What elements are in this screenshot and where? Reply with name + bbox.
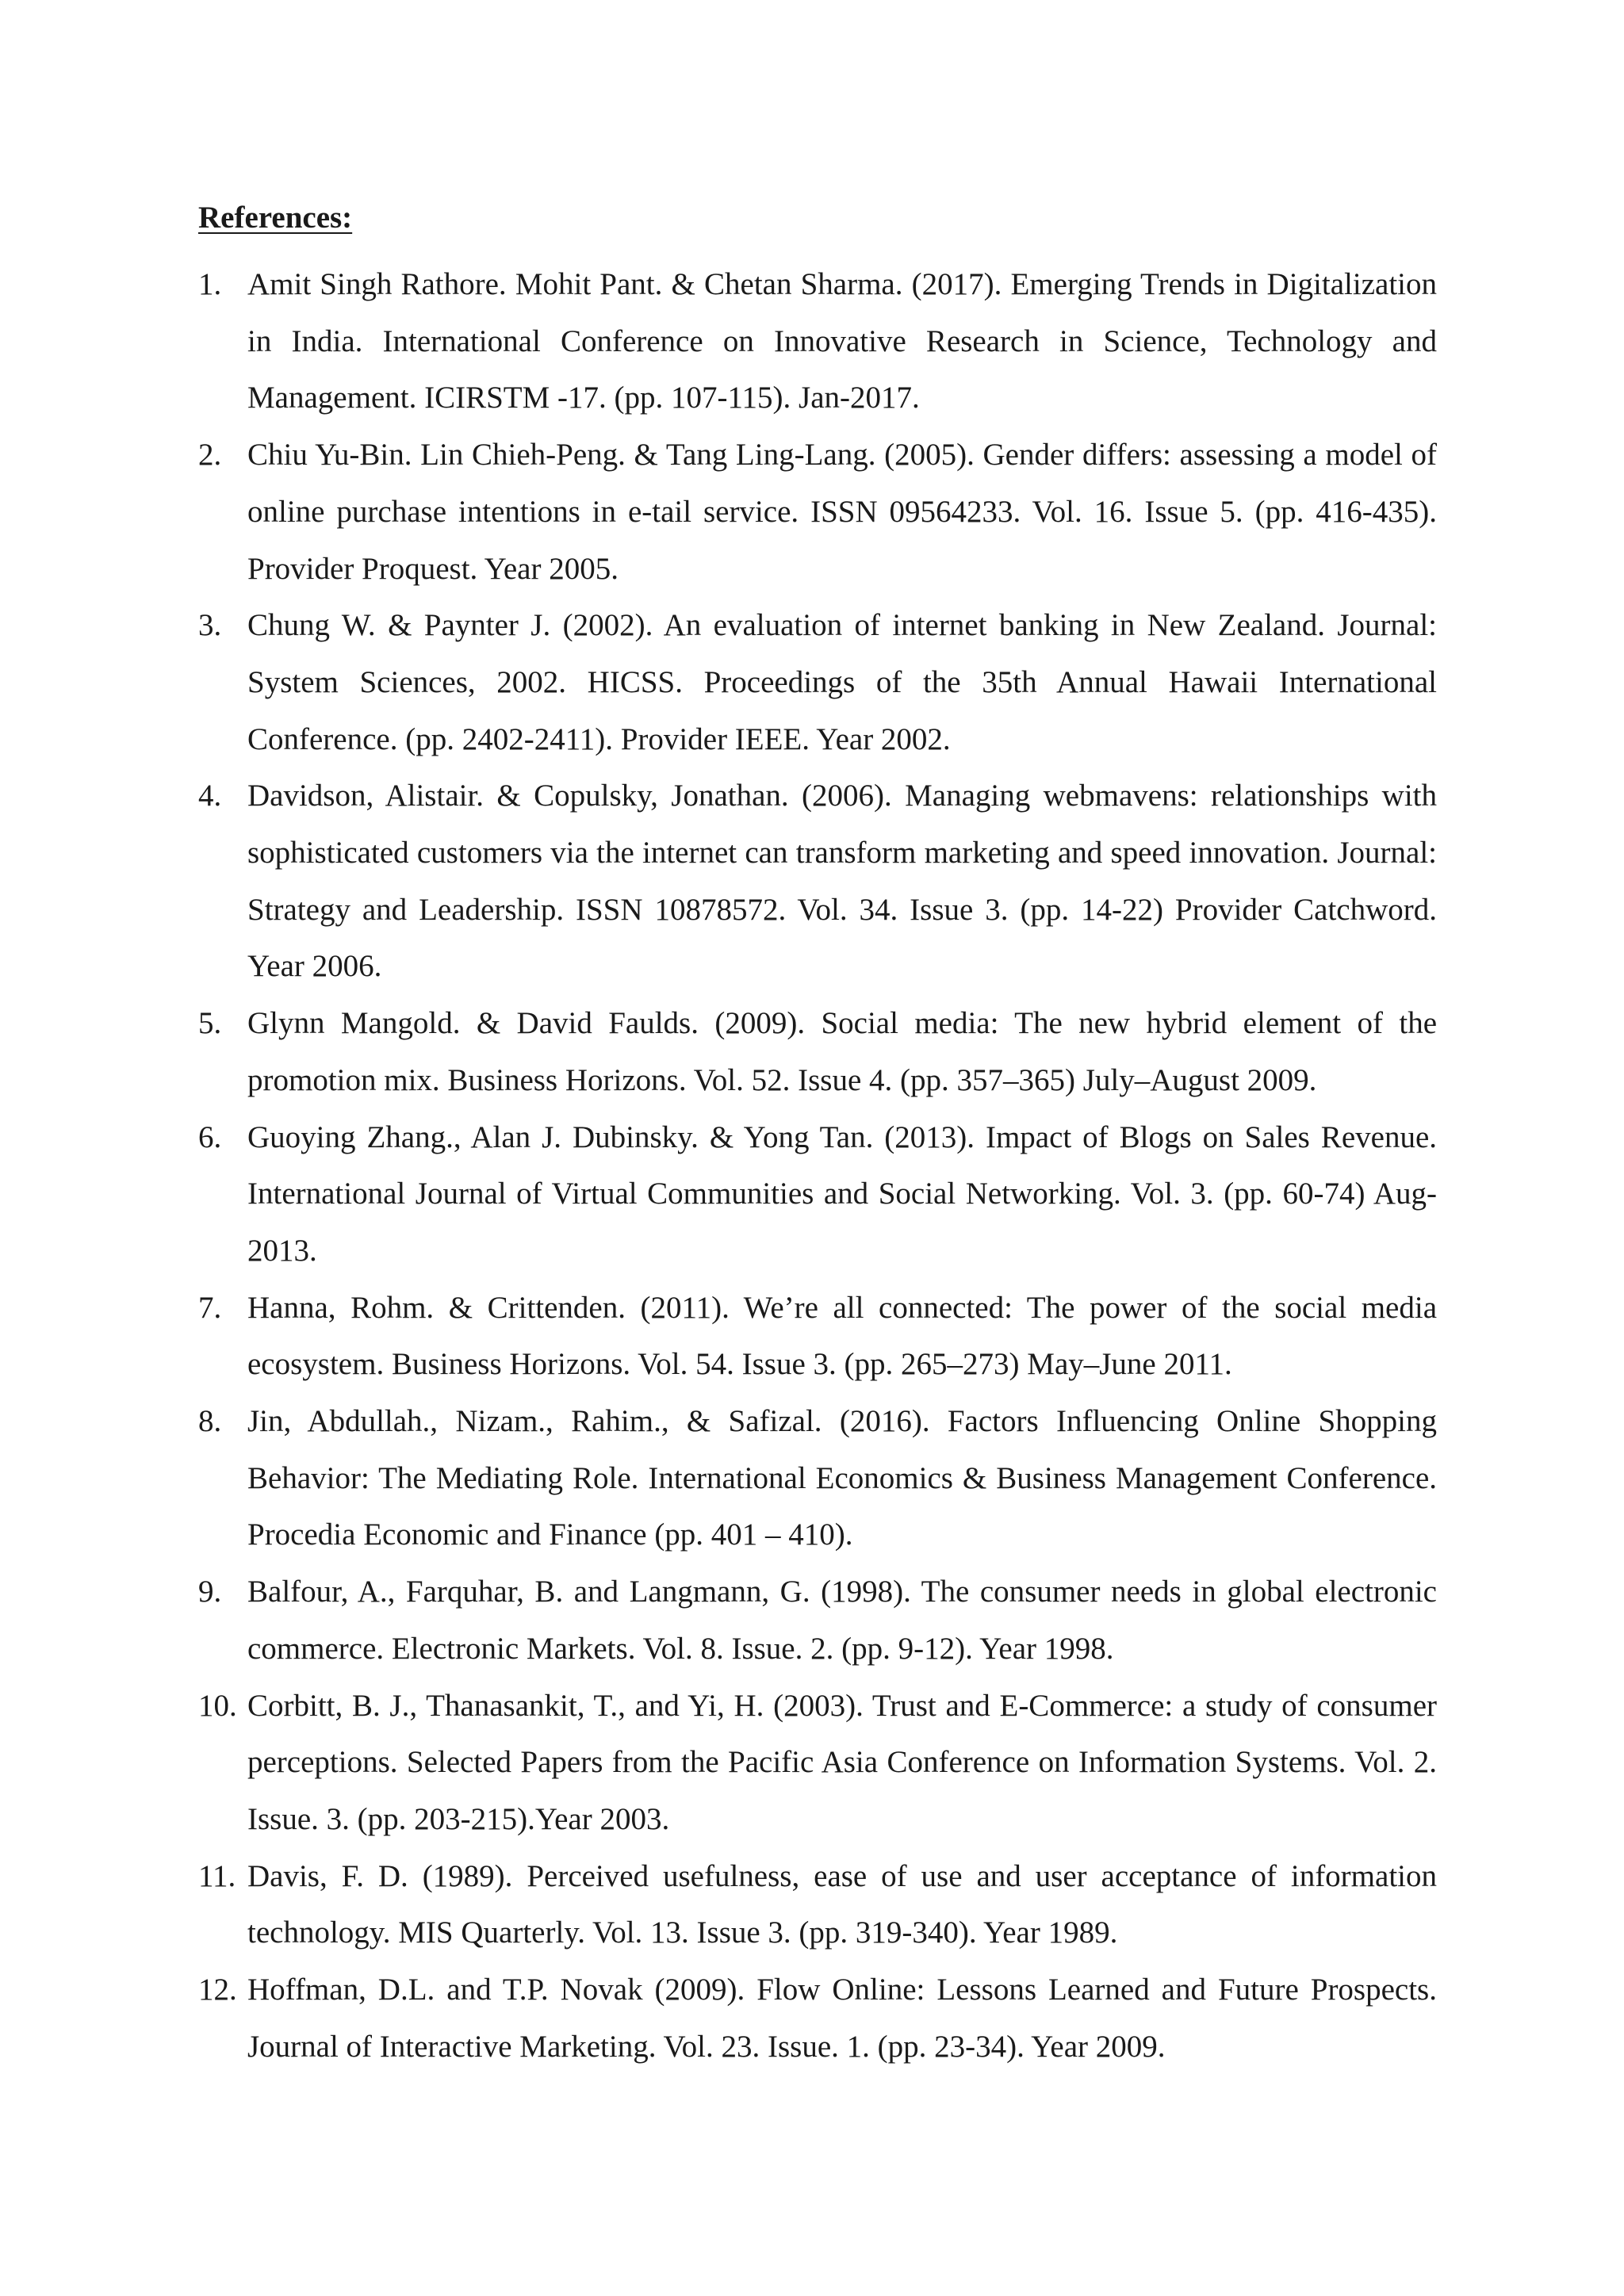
reference-text: Guoying Zhang., Alan J. Dubinsky. & Yong Tan. (2013). Impact of Blogs on Sales Revenue. International Journal of Virtual Communities and Social Networking. Vol. 3. (pp. 60-74) Aug-2013. — [247, 1119, 1437, 1268]
reference-item — [198, 1393, 1437, 1563]
reference-item — [198, 1678, 1437, 1848]
reference-item — [198, 1961, 1437, 2075]
reference-number: 3. — [198, 608, 222, 643]
reference-number: 11. — [198, 1858, 236, 1893]
reference-number: 8. — [198, 1404, 222, 1439]
reference-text: Corbitt, B. J., Thanasankit, T., and Yi, H. (2003). Trust and E-Commerce: a study of consumer perceptions. Selected Papers from the Pacific Asia Conference on Information Systems. Vol. 2. Issue. 3. (pp. 203-215).Year 2003. — [247, 1688, 1437, 1836]
reference-text: Hoffman, D.L. and T.P. Novak (2009). Flow Online: Lessons Learned and Future Prospects. Journal of Interactive Marketing. Vol. 23. Issue. 1. (pp. 23-34). Year 2009. — [247, 1973, 1437, 2064]
reference-item — [198, 1280, 1437, 1393]
reference-item — [198, 597, 1437, 767]
reference-text: Glynn Mangold. & David Faulds. (2009). Social media: The new hybrid element of the promotion mix. Business Horizons. Vol. 52. Issue 4. (pp. 357–365) July–August 2009. — [247, 1006, 1437, 1097]
reference-item — [198, 256, 1437, 427]
reference-text: Amit Singh Rathore. Mohit Pant. & Chetan Sharma. (2017). Emerging Trends in Digitalization in India. International Conference on Innovative Research in Science, Technology and Management. ICIRSTM -17. (pp. 107-115). Jan-2017. — [247, 267, 1437, 415]
reference-text: Davis, F. D. (1989). Perceived usefulness, ease of use and user acceptance of information technology. MIS Quarterly. Vol. 13. Issue 3. (pp. 319-340). Year 1989. — [247, 1858, 1437, 1950]
reference-number: 4. — [198, 779, 222, 813]
reference-text: Balfour, A., Farquhar, B. and Langmann, G. (1998). The consumer needs in global electronic commerce. Electronic Markets. Vol. 8. Issue. 2. (pp. 9-12). Year 1998. — [247, 1575, 1437, 1666]
reference-number: 6. — [198, 1119, 222, 1154]
reference-item — [198, 427, 1437, 597]
reference-text: Davidson, Alistair. & Copulsky, Jonathan. (2006). Managing webmavens: relationships with sophisticated customers via the internet can transform marketing and speed innovation. Journal: Strategy and Leadership. ISSN 10878572. Vol. 34. Issue 3. (pp. 14-22) Provider Catchword. Year 2006. — [247, 779, 1437, 984]
reference-text: Chung W. & Paynter J. (2002). An evaluation of internet banking in New Zealand. Journal: System Sciences, 2002. HICSS. Proceedings of the 35th Annual Hawaii International Conference. (pp. 2402-2411). Provider IEEE. Year 2002. — [247, 608, 1437, 756]
references-heading: References: — [198, 201, 353, 235]
reference-list — [198, 256, 1437, 2076]
reference-item — [198, 995, 1437, 1108]
reference-item — [198, 767, 1437, 995]
reference-item — [198, 1109, 1437, 1280]
reference-number: 9. — [198, 1575, 222, 1609]
reference-number: 1. — [198, 267, 222, 301]
reference-text: Chiu Yu-Bin. Lin Chieh-Peng. & Tang Ling-Lang. (2005). Gender differs: assessing a model of online purchase intentions in e-tail service. ISSN 09564233. Vol. 16. Issue 5. (pp. 416-435). Provider Proquest. Year 2005. — [247, 438, 1437, 586]
reference-number: 7. — [198, 1290, 222, 1325]
reference-text: Jin, Abdullah., Nizam., Rahim., & Safizal. (2016). Factors Influencing Online Shopping Behavior: The Mediating Role. International Economics & Business Management Conference. Procedia Economic and Finance (pp. 401 – 410). — [247, 1404, 1437, 1552]
reference-number: 5. — [198, 1006, 222, 1041]
reference-text: Hanna, Rohm. & Crittenden. (2011). We’re all connected: The power of the social media ecosystem. Business Horizons. Vol. 54. Issue 3. (pp. 265–273) May–June 2011. — [247, 1290, 1437, 1382]
reference-item — [198, 1563, 1437, 1677]
document-page — [198, 197, 1437, 2076]
reference-number: 2. — [198, 438, 222, 473]
reference-item — [198, 1848, 1437, 1961]
reference-number: 10. — [198, 1688, 237, 1723]
reference-number: 12. — [198, 1973, 237, 2007]
